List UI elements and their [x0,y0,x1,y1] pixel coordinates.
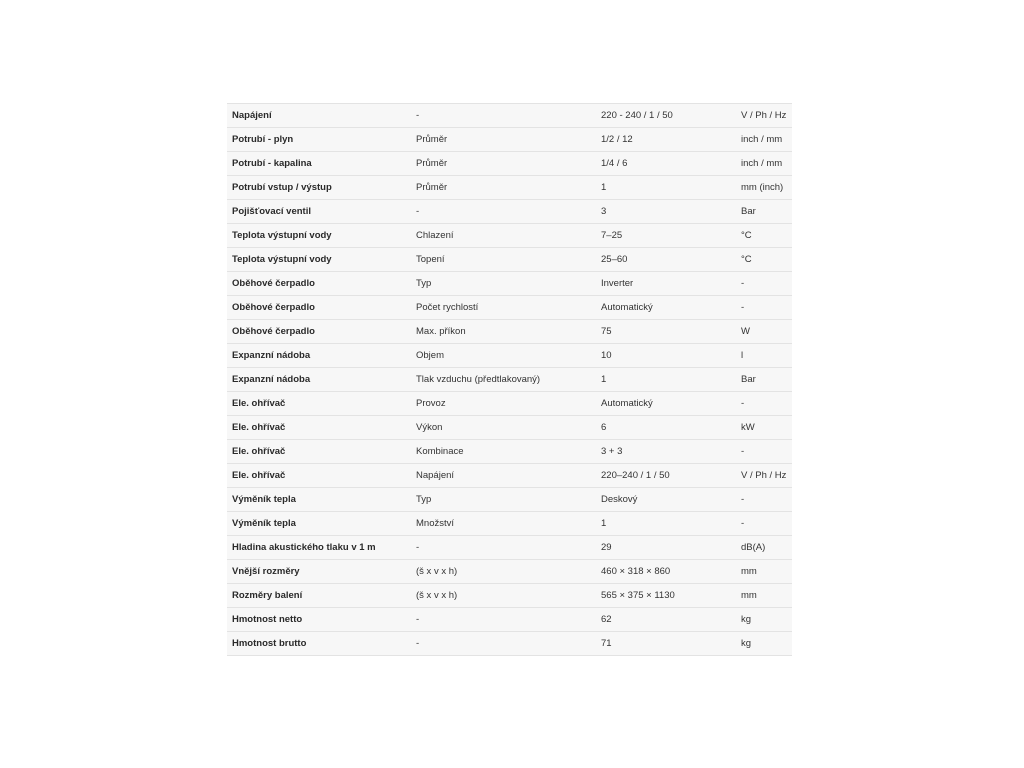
spec-unit-cell: mm [741,590,757,601]
spec-value-cell: 6 [601,422,607,433]
spec-param-cell: Topení [416,254,445,265]
spec-table-body [227,104,792,656]
spec-param-cell: - [416,110,420,121]
spec-name-cell: Pojišťovací ventil [232,206,311,217]
spec-value-cell: 75 [601,326,612,337]
spec-unit-cell: kg [741,614,752,625]
spec-value-cell: 1 [601,182,607,193]
spec-name-cell: Oběhové čerpadlo [232,278,315,289]
spec-param-cell: Objem [416,350,444,361]
table-row [227,512,792,536]
spec-unit-cell: dB(A) [741,542,766,553]
spec-unit-cell: W [741,326,750,337]
spec-table [227,103,792,656]
spec-param-cell: Chlazení [416,230,454,241]
spec-param-cell: Napájení [416,470,455,481]
spec-value-cell: 565 × 375 × 1130 [601,590,675,601]
spec-value-cell: 220 - 240 / 1 / 50 [601,110,673,121]
table-row [227,608,792,632]
table-row [227,536,792,560]
table-row [227,584,792,608]
spec-param-cell: Max. příkon [416,326,466,337]
spec-name-cell: Výměník tepla [232,518,296,529]
table-row [227,320,792,344]
table-row [227,152,792,176]
table-row [227,248,792,272]
spec-name-cell: Rozměry balení [232,590,303,601]
spec-value-cell: Deskový [601,494,638,505]
spec-value-cell: 3 + 3 [601,446,623,457]
spec-unit-cell: - [741,494,745,505]
table-row [227,272,792,296]
table-row [227,176,792,200]
table-row [227,560,792,584]
spec-name-cell: Teplota výstupní vody [232,254,332,265]
spec-param-cell: - [416,542,420,553]
spec-value-cell: 25–60 [601,254,628,265]
spec-name-cell: Hladina akustického tlaku v 1 m [232,542,376,553]
table-row [227,440,792,464]
spec-name-cell: Ele. ohřívač [232,422,286,433]
spec-name-cell: Ele. ohřívač [232,470,286,481]
spec-unit-cell: - [741,398,745,409]
spec-unit-cell: °C [741,254,752,265]
spec-unit-cell: inch / mm [741,158,783,169]
table-row [227,464,792,488]
spec-value-cell: Automatický [601,302,653,313]
table-row [227,416,792,440]
spec-name-cell: Potrubí - plyn [232,134,294,145]
spec-value-cell: 62 [601,614,612,625]
spec-param-cell: Výkon [416,422,443,433]
spec-name-cell: Potrubí - kapalina [232,158,312,169]
table-row [227,200,792,224]
table-row [227,344,792,368]
spec-value-cell: Inverter [601,278,634,289]
spec-param-cell: (š x v x h) [416,590,458,601]
spec-param-cell: Typ [416,494,432,505]
spec-param-cell: Průměr [416,134,448,145]
table-row [227,224,792,248]
spec-value-cell: 1/4 / 6 [601,158,628,169]
spec-unit-cell: - [741,278,745,289]
spec-param-cell: Tlak vzduchu (předtlakovaný) [416,374,541,385]
spec-unit-cell: mm [741,566,757,577]
spec-value-cell: 1/2 / 12 [601,134,633,145]
spec-value-cell: 3 [601,206,607,217]
spec-unit-cell: - [741,302,745,313]
spec-name-cell: Napájení [232,110,272,121]
spec-value-cell: Automatický [601,398,653,409]
spec-param-cell: Provoz [416,398,446,409]
spec-unit-cell: Bar [741,206,756,217]
spec-param-cell: Počet rychlostí [416,302,479,313]
table-row [227,104,792,128]
table-row [227,392,792,416]
spec-value-cell: 71 [601,638,612,649]
spec-unit-cell: Bar [741,374,756,385]
spec-value-cell: 10 [601,350,612,361]
table-row [227,632,792,656]
spec-param-cell: Průměr [416,158,448,169]
spec-name-cell: Teplota výstupní vody [232,230,332,241]
spec-unit-cell: °C [741,230,752,241]
spec-name-cell: Oběhové čerpadlo [232,302,315,313]
spec-value-cell: 1 [601,518,607,529]
spec-unit-cell: - [741,518,745,529]
spec-name-cell: Ele. ohřívač [232,446,286,457]
spec-name-cell: Potrubí vstup / výstup [232,182,332,193]
spec-param-cell: - [416,638,420,649]
spec-unit-cell: inch / mm [741,134,783,145]
table-row [227,128,792,152]
spec-unit-cell: - [741,446,745,457]
spec-param-cell: Kombinace [416,446,464,457]
table-row [227,488,792,512]
spec-name-cell: Expanzní nádoba [232,374,311,385]
spec-name-cell: Vnější rozměry [232,566,300,577]
spec-unit-cell: kg [741,638,752,649]
spec-name-cell: Oběhové čerpadlo [232,326,315,337]
spec-param-cell: (š x v x h) [416,566,458,577]
spec-value-cell: 220–240 / 1 / 50 [601,470,670,481]
spec-unit-cell: kW [741,422,755,433]
spec-value-cell: 1 [601,374,607,385]
spec-value-cell: 29 [601,542,612,553]
spec-value-cell: 7–25 [601,230,623,241]
spec-unit-cell: l [741,350,744,361]
spec-name-cell: Hmotnost netto [232,614,303,625]
spec-param-cell: - [416,206,420,217]
spec-param-cell: Množství [416,518,455,529]
spec-name-cell: Hmotnost brutto [232,638,307,649]
spec-name-cell: Ele. ohřívač [232,398,286,409]
spec-name-cell: Expanzní nádoba [232,350,311,361]
spec-unit-cell: V / Ph / Hz [741,470,787,481]
spec-param-cell: - [416,614,420,625]
table-row [227,368,792,392]
spec-value-cell: 460 × 318 × 860 [601,566,671,577]
table-row [227,296,792,320]
spec-unit-cell: V / Ph / Hz [741,110,787,121]
spec-param-cell: Typ [416,278,432,289]
spec-param-cell: Průměr [416,182,448,193]
spec-unit-cell: mm (inch) [741,182,784,193]
spec-name-cell: Výměník tepla [232,494,296,505]
